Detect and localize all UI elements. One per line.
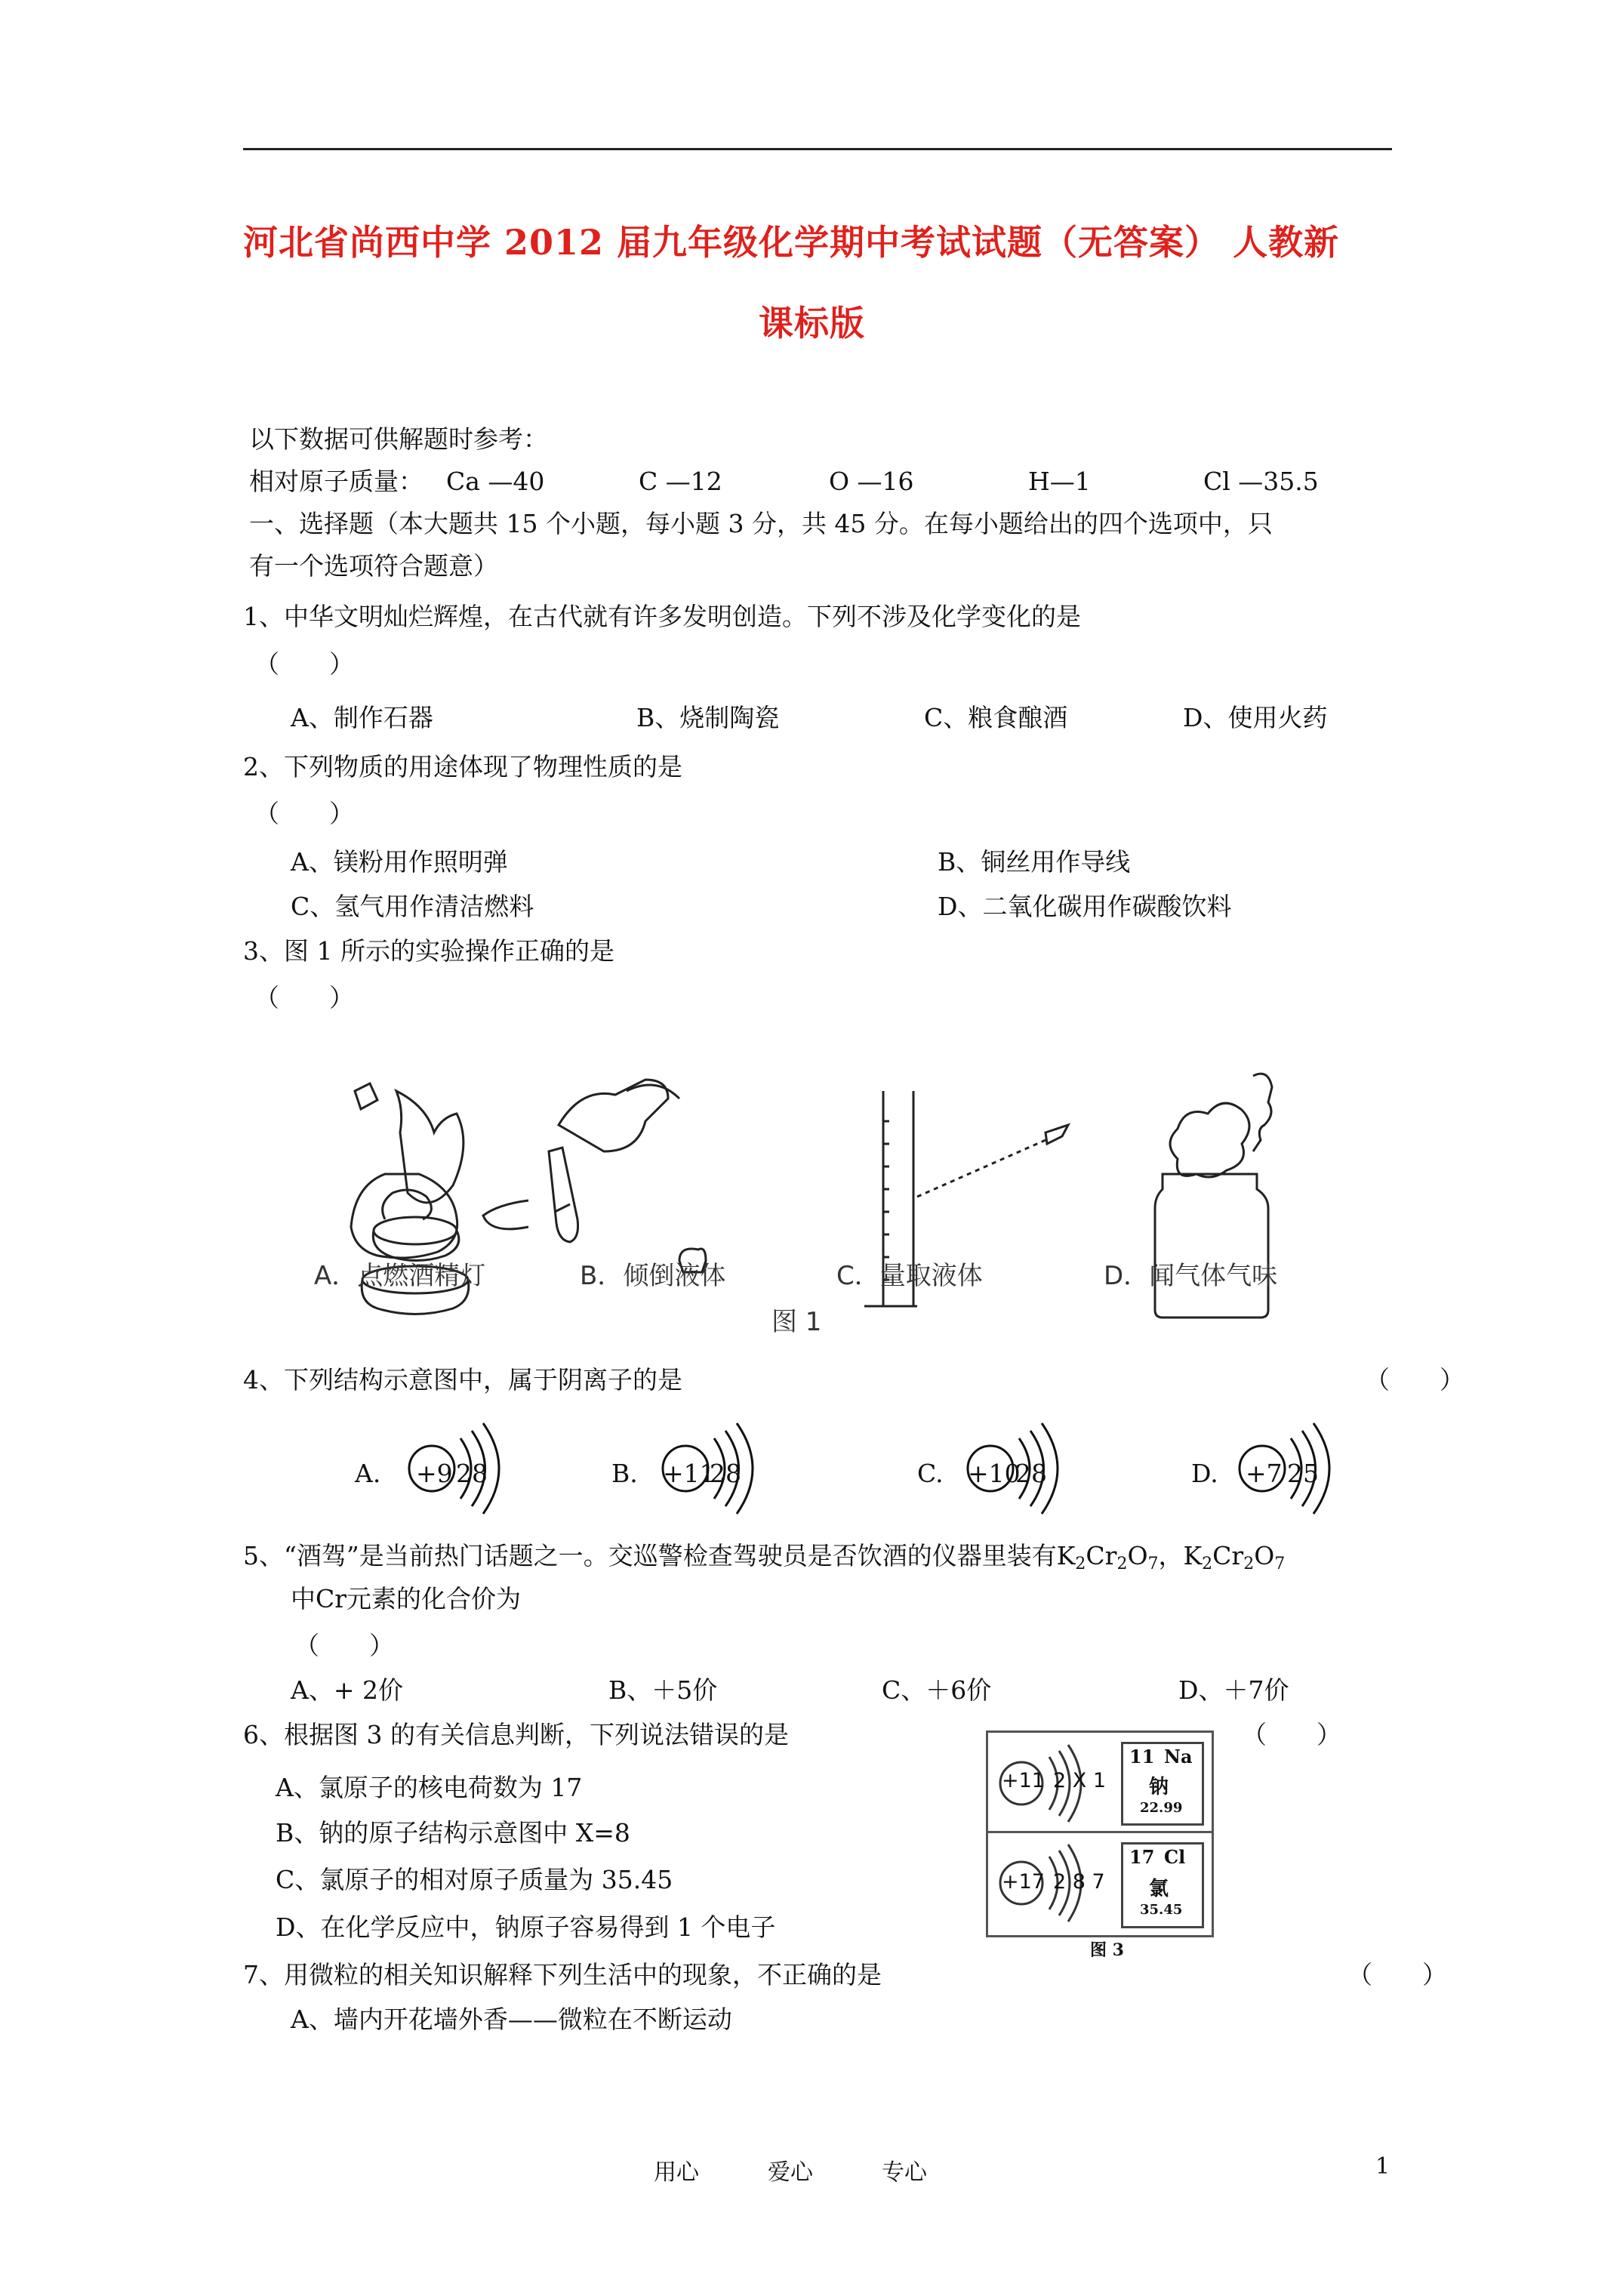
- mass-c: C —12: [639, 467, 722, 496]
- q4-option-b-shells: 28: [710, 1459, 741, 1488]
- q2-stem: 2、下列物质的用途体现了物理性质的是: [243, 752, 682, 781]
- mass-o: O —16: [829, 467, 914, 496]
- q4-blank: （ ）: [1365, 1365, 1464, 1395]
- q2-option-c: C、氢气用作清洁燃料: [291, 892, 534, 921]
- figure-1-label-c: C．量取液体: [836, 1261, 983, 1291]
- q1-option-a: A、制作石器: [291, 703, 433, 732]
- na-element-card: [1121, 1742, 1204, 1826]
- q4-option-a-letter: A.: [355, 1459, 381, 1488]
- figure-3-periodic-info: [986, 1730, 1214, 1937]
- cl-symbol: Cl: [1164, 1846, 1186, 1868]
- cl-nucleus: +17: [1002, 1870, 1045, 1894]
- q7-blank: （ ）: [1347, 1960, 1447, 1989]
- figure-1-label-d: D．闻气体气味: [1104, 1261, 1278, 1291]
- q5-stem-line2: 中Cr元素的化合价为: [291, 1584, 522, 1613]
- q4-option-c-letter: C.: [917, 1459, 944, 1488]
- q4-option-c-nucleus: +10: [968, 1459, 1021, 1488]
- cl-name: 氯: [1149, 1878, 1169, 1900]
- q5-separator: ，: [1158, 1541, 1184, 1570]
- section1-heading-line1: 一、选择题（本大题共 15 个小题，每小题 3 分，共 45 分。在每小题给出的四个选项中，只: [249, 509, 1273, 538]
- reference-intro: 以下数据可供解题时参考：: [249, 424, 548, 454]
- mass-ca: Ca —40: [446, 467, 545, 496]
- page-number: 1: [1375, 2153, 1390, 2180]
- footer-item-1: 用心: [654, 2159, 699, 2186]
- q3-blank: （ ）: [254, 983, 354, 1012]
- figure-1-label-b: B．倾倒液体: [580, 1261, 726, 1291]
- q6-option-c: C、氯原子的相对原子质量为 35.45: [276, 1865, 673, 1894]
- q1-blank: （ ）: [254, 649, 354, 679]
- q4-option-d-letter: D.: [1191, 1459, 1218, 1488]
- page-title-line1: 河北省尚西中学 2012 届九年级化学期中考试试题（无答案） 人教新: [243, 222, 1340, 263]
- q5-stem-a: 5、“酒驾”是当前热门话题之一。交巡警检查驾驶员是否饮酒的仪器里装有: [243, 1541, 1057, 1570]
- na-number: 11: [1129, 1746, 1155, 1767]
- q6-stem: 6、根据图 3 的有关信息判断，下列说法错误的是: [243, 1720, 789, 1749]
- q5-option-b: B、＋5价: [608, 1675, 718, 1705]
- na-mass: 22.99: [1140, 1800, 1183, 1816]
- q5-option-a: A、+ 2价: [291, 1675, 403, 1705]
- cl-element-card: [1121, 1842, 1204, 1928]
- q5-option-c: C、＋6价: [882, 1675, 992, 1705]
- na-name: 钠: [1149, 1776, 1169, 1798]
- na-shells: 2 X 1: [1053, 1769, 1107, 1792]
- q2-option-a: A、镁粉用作照明弹: [291, 847, 508, 877]
- pouring-liquid-illustration: [483, 1080, 706, 1272]
- q5-blank: （ ）: [294, 1631, 394, 1660]
- atomic-mass-label: 相对原子质量：: [249, 467, 423, 496]
- footer-item-3: 专心: [882, 2159, 927, 2186]
- q2-blank: （ ）: [254, 799, 354, 828]
- figure-3-caption: 图 3: [1090, 1940, 1124, 1960]
- q6-option-b: B、钠的原子结构示意图中 X=8: [276, 1818, 630, 1848]
- cl-mass: 35.45: [1140, 1902, 1183, 1918]
- q5-stem-line1: [243, 1541, 1285, 1579]
- page-title-line2: 课标版: [759, 303, 865, 344]
- q6-option-a: A、氯原子的核电荷数为 17: [276, 1773, 583, 1802]
- q4-stem: 4、下列结构示意图中，属于阴离子的是: [243, 1365, 682, 1395]
- q4-option-c-shells: 28: [1015, 1459, 1047, 1488]
- q2-option-d: D、二氧化碳用作碳酸饮料: [938, 892, 1232, 921]
- na-nucleus: +11: [1002, 1769, 1045, 1792]
- q4-option-b-nucleus: +11: [663, 1459, 716, 1488]
- q4-option-a-shells: 28: [456, 1459, 488, 1488]
- q3-stem: 3、图 1 所示的实验操作正确的是: [243, 936, 614, 966]
- q5-option-d: D、＋7价: [1178, 1675, 1289, 1705]
- cl-shells: 2 8 7: [1053, 1870, 1105, 1894]
- figure-1-label-a: A．点燃酒精灯: [314, 1261, 486, 1291]
- header-rule: [243, 148, 1392, 150]
- figure-1-lab-operations: [302, 1061, 1344, 1359]
- q4-option-a-nucleus: +9: [416, 1459, 453, 1488]
- q6-option-d: D、在化学反应中，钠原子容易得到 1 个电子: [276, 1912, 776, 1942]
- q4-option-d-shells: 25: [1287, 1459, 1319, 1488]
- q4-option-d-nucleus: +7: [1246, 1459, 1283, 1488]
- q1-option-b: B、烧制陶瓷: [636, 703, 780, 732]
- q7-option-a: A、墙内开花墙外香——微粒在不断运动: [291, 2005, 732, 2034]
- q1-stem: 1、中华文明灿烂辉煌，在古代就有许多发明创造。下列不涉及化学变化的是: [243, 602, 1081, 631]
- q7-stem: 7、用微粒的相关知识解释下列生活中的现象，不正确的是: [243, 1960, 882, 1989]
- q5-formula-2: $K_2Cr_2O_7$: [1183, 1541, 1286, 1573]
- mass-cl: Cl —35.5: [1203, 467, 1319, 496]
- q4-option-b-letter: B.: [611, 1459, 638, 1488]
- na-symbol: Na: [1164, 1746, 1193, 1767]
- q1-option-d: D、使用火药: [1183, 703, 1328, 732]
- q1-option-c: C、粮食酿酒: [924, 703, 1068, 732]
- q2-option-b: B、铜丝用作导线: [938, 847, 1131, 877]
- q6-blank: （ ）: [1242, 1720, 1341, 1749]
- footer-item-2: 爱心: [768, 2159, 813, 2186]
- figure-1-caption: 图 1: [771, 1307, 822, 1337]
- q5-formula-1: $K_2Cr_2O_7$: [1056, 1541, 1159, 1573]
- mass-h: H—1: [1028, 467, 1091, 496]
- cl-number: 17: [1129, 1846, 1155, 1868]
- section1-heading-line2: 有一个选项符合题意）: [249, 551, 498, 581]
